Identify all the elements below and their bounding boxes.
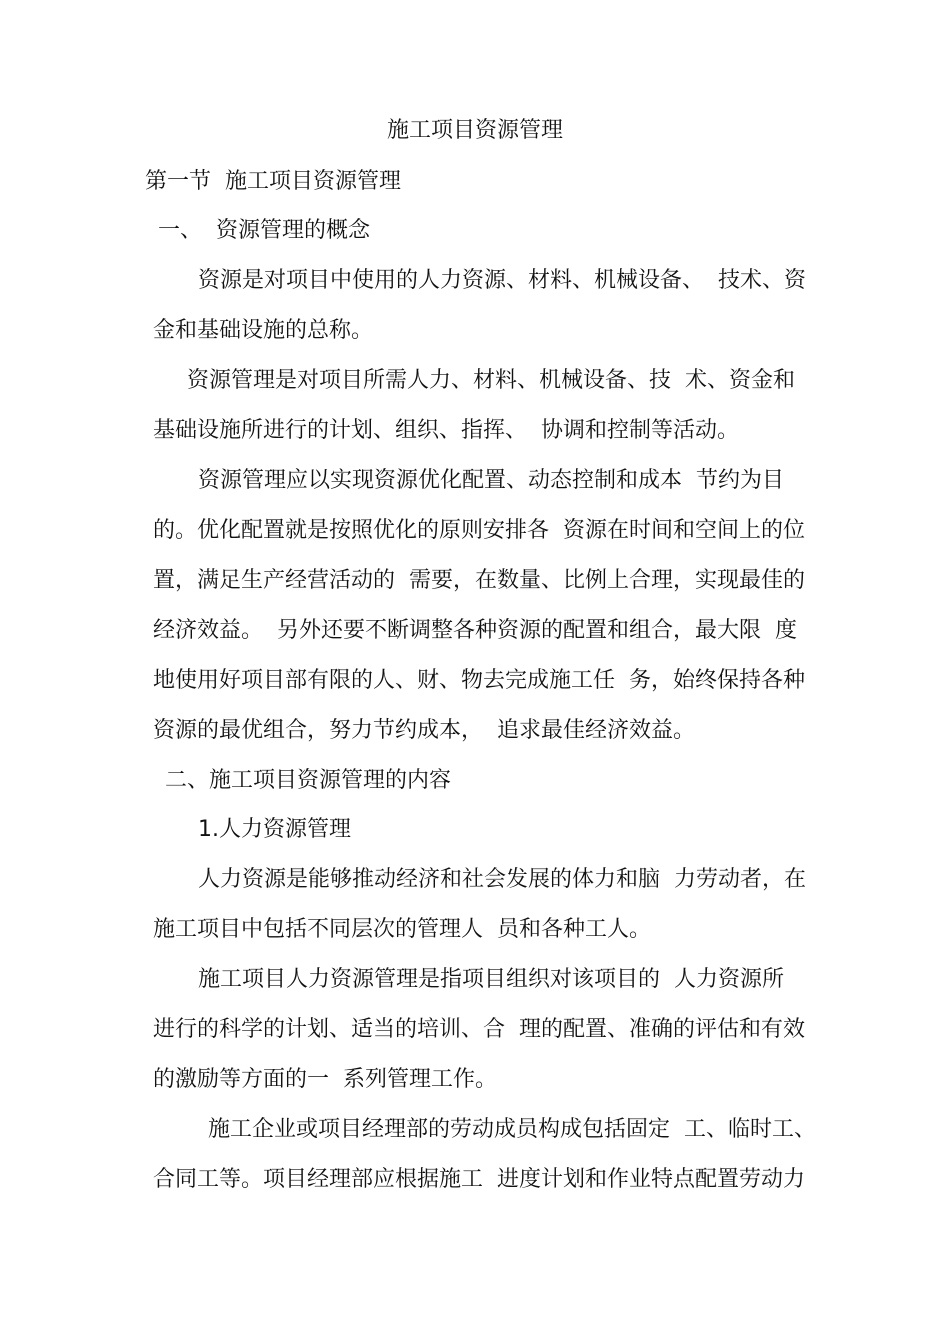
paragraph-line: 资源的最优组合，努力节约成本， 追求最佳经济效益。 (153, 718, 695, 743)
paragraph-line: 施工项目中包括不同层次的管理人 员和各种工人。 (153, 917, 651, 942)
paragraph-line: 经济效益。 另外还要不断调整各种资源的配置和组合，最大限 度 (153, 618, 797, 643)
paragraph-line: 的。优化配置就是按照优化的原则安排各 资源在时间和空间上的位 (153, 518, 805, 543)
paragraph-line: 资源管理应以实现资源优化配置、动态控制和成本 节约为目 (198, 468, 784, 493)
paragraph-line: 资源是对项目中使用的人力资源、材料、机械设备、 技术、资 (198, 268, 806, 293)
subheading-concept: 一、 资源管理的概念 (158, 218, 370, 243)
paragraph-line: 金和基础设施的总称。 (153, 318, 374, 343)
paragraph-line: 资源管理是对项目所需人力、材料、机械设备、技 术、资金和 (187, 368, 795, 393)
paragraph-line: 的激励等方面的一 系列管理工作。 (153, 1067, 497, 1092)
paragraph-line: 地使用好项目部有限的人、财、物去完成施工任 务，始终保持各种 (153, 668, 805, 693)
section-heading: 第一节 施工项目资源管理 (145, 169, 401, 194)
document-title: 施工项目资源管理 (386, 118, 563, 143)
paragraph-line: 置，满足生产经营活动的 需要，在数量、比例上合理，实现最佳的 (153, 568, 805, 593)
paragraph-line: 人力资源是能够推动经济和社会发展的体力和脑 力劳动者，在 (198, 867, 806, 892)
paragraph-line: 基础设施所进行的计划、组织、指挥、 协调和控制等活动。 (153, 418, 739, 443)
paragraph-line: 施工项目人力资源管理是指项目组织对该项目的 人力资源所 (198, 967, 784, 992)
paragraph-line: 进行的科学的计划、适当的培训、合 理的配置、准确的评估和有效 (153, 1017, 805, 1042)
subheading-human-resources: 1.人力资源管理 (198, 817, 351, 842)
paragraph-line: 合同工等。项目经理部应根据施工 进度计划和作业特点配置劳动力 (153, 1167, 805, 1192)
subheading-content: 二、施工项目资源管理的内容 (165, 768, 452, 793)
paragraph-line: 施工企业或项目经理部的劳动成员构成包括固定 工、临时工、 (208, 1117, 816, 1142)
